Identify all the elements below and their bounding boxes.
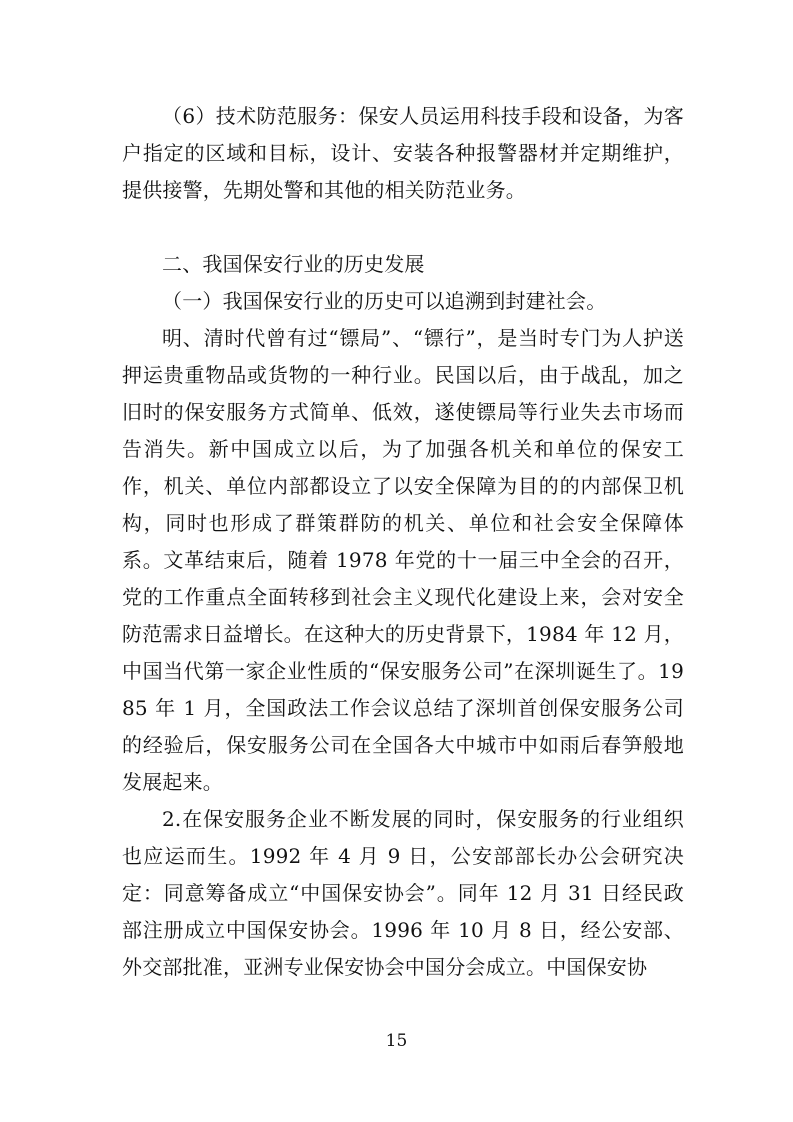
paragraph-spacer [122, 209, 684, 246]
page-number: 15 [385, 1031, 408, 1051]
section-heading: 二、我国保安行业的历史发展 [162, 252, 425, 276]
body-text [122, 98, 684, 986]
paragraph-industry-organization: 2.在保安服务企业不断发展的同时，保安服务的行业组织也应运而生。1992 年 4 月 9 日，公安部部长办公会研究决定：同意筹备成立“中国保安协会”。同年 12 月 31 日经民政部注册成立中国保安协会。1996 年 10 月 8 日，经公安部、外交部批准，亚洲专业保安协会中国分会成立。中国保安协 [122, 807, 684, 979]
paragraph-history: 明、清时代曾有过“镖局”、“镖行”，是当时专门为人护送押运贵重物品或货物的一种行业。民国以后，由于战乱，加之旧时的保安服务方式简单、低效，遂使镖局等行业失去市场而告消失。新中国成立以后，为了加强各机关和单位的保安工作，机关、单位内部都设立了以安全保障为目的的内部保卫机构，同时也形成了群策群防的机关、单位和社会安全保障体系。文革结束后，随着 1978 年党的十一届三中全会的召开，党的工作重点全面转移到社会主义现代化建设上来，会对安全防范需求日益增长。在这种大的历史背景下，1984 年 12 月，中国当代第一家企业性质的“保安服务公司”在深圳诞生了。1985 年 1 月，全国政法工作会议总结了深圳首创保安服务公司的经验后，保安服务公司在全国各大中城市中如雨后春笋般地发展起来。 [122, 326, 684, 794]
paragraph-technical-prevention-service: （6）技术防范服务：保安人员运用科技手段和设备，为客户指定的区域和目标，设计、安装各种报警器材并定期维护，提供接警，先期处警和其他的相关防范业务。 [122, 104, 684, 202]
subsection-heading: （一）我国保安行业的历史可以追溯到封建社会。 [162, 289, 607, 313]
